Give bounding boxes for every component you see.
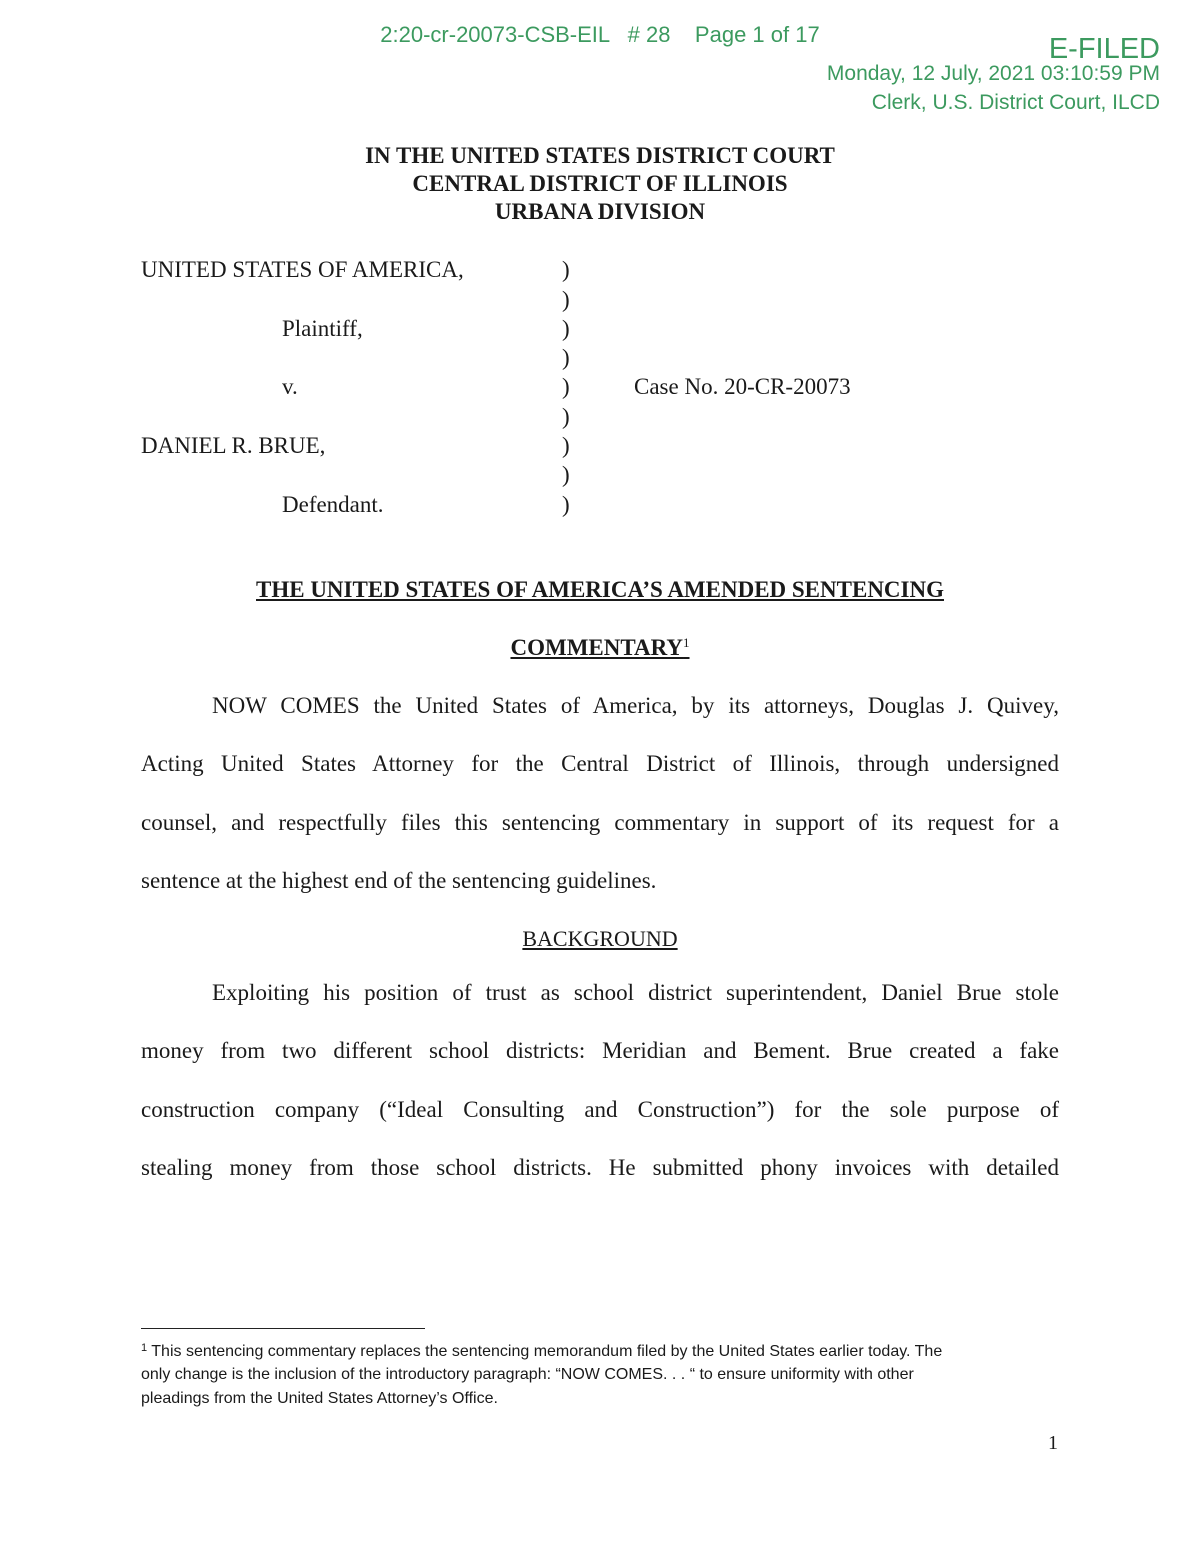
defendant-name: DANIEL R. BRUE, [141,433,326,458]
caption-paren: ) [562,316,570,341]
caption-paren: ) [562,462,570,487]
intro-line: sentence at the highest end of the sentencing guidelines. [141,868,657,893]
document-title-word: COMMENTARY [510,635,684,660]
intro-line: NOW COMES the United States of America, by its attorneys, Douglas J. Quivey, [212,693,1059,718]
court-district: CENTRAL DISTRICT OF ILLINOIS [412,171,788,196]
footnote-line: pleadings from the United States Attorney’s Office. [141,1390,498,1407]
efiled-stamp-title: E-FILED [1048,33,1160,65]
efiled-stamp-date: Monday, 12 July, 2021 03:10:59 PM [826,62,1160,85]
efiled-stamp-clerk: Clerk, U.S. District Court, ILCD [871,91,1160,114]
intro-line: counsel, and respectfully files this sentencing commentary in support of its request for a [141,810,1059,835]
ecf-header: 2:20-cr-20073-CSB-EIL # 28 Page 1 of 17 [380,22,820,47]
document-title: THE UNITED STATES OF AMERICA’S AMENDED SENTENCING [256,577,944,602]
page-number: 1 [1048,1432,1058,1454]
court-division: URBANA DIVISION [494,199,706,224]
footnote-number: 1 [141,1342,148,1354]
plaintiff-role: Plaintiff, [282,316,363,341]
caption-paren: ) [562,374,570,399]
footnote-reference: 1 [683,635,690,650]
defendant-role: Defendant. [282,492,384,517]
court-name: IN THE UNITED STATES DISTRICT COURT [365,143,835,168]
background-line: stealing money from those school districts. He submitted phony invoices with detailed [141,1155,1059,1180]
footnote-divider [141,1328,425,1329]
document-title-continued [0,635,1200,661]
background-line: Exploiting his position of trust as school district superintendent, Daniel Brue stole [212,980,1059,1005]
footnote-text: This sentencing commentary replaces the sentencing memorandum filed by the United States earlier today. The [151,1343,943,1360]
background-line: money from two different school districts: Meridian and Bement. Brue created a fake [141,1038,1059,1063]
intro-line: Acting United States Attorney for the Central District of Illinois, through undersigned [141,751,1059,776]
caption-paren: ) [562,492,570,517]
caption-paren: ) [562,287,570,312]
footnote-line: only change is the inclusion of the introductory paragraph: “NOW COMES. . . “ to ensure uniformity with other [141,1366,914,1383]
plaintiff-name: UNITED STATES OF AMERICA, [141,257,464,282]
background-heading: BACKGROUND [522,926,678,951]
caption-paren: ) [562,433,570,458]
caption-paren: ) [562,404,570,429]
case-number: Case No. 20-CR-20073 [634,374,851,399]
background-line: construction company (“Ideal Consulting and Construction”) for the sole purpose of [141,1097,1059,1122]
caption-paren: ) [562,345,570,370]
footnote-line [141,1342,1059,1361]
versus: v. [282,374,298,399]
caption-paren: ) [562,257,570,282]
